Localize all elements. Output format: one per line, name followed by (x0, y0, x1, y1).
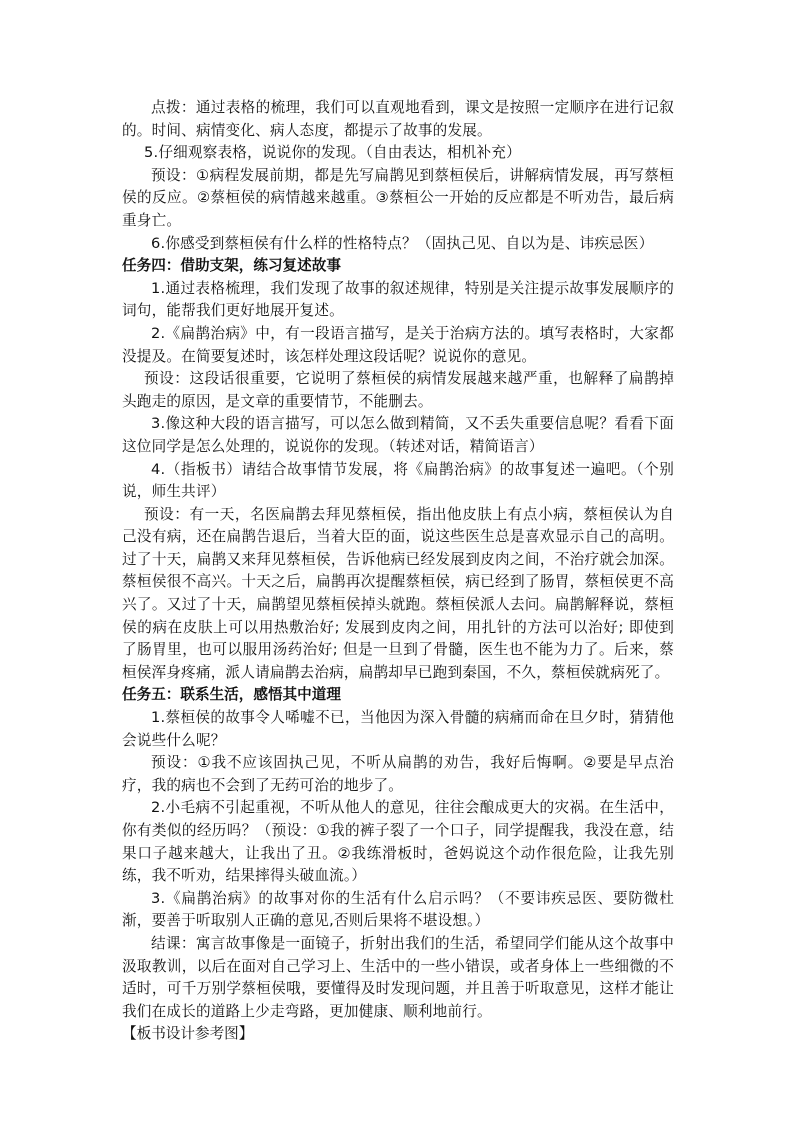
paragraph-task4-3: 3.像这种大段的语言描写，可以怎么做到精简，又不丢失重要信息呢？看看下面这位同学是怎么处理的，说说你的发现。（转述对话，精简语言） (122, 415, 674, 455)
paragraph-task5-2: 2.小毛病不引起重视，不听从他人的意见，往往会酿成更大的灾祸。在生活中，你有类似的经历吗？（预设：①我的裤子裂了一个口子，同学提醒我，我没在意，结果口子越来越大，让我出了丑。②我练滑板时，爸妈说这个动作很危险，让我先别练，我不听劝，结果摔得头破血流。） (122, 799, 674, 885)
paragraph-conclusion: 结课：寓言故事像是一面镜子，折射出我们的生活，希望同学们能从这个故事中汲取教训，以后在面对自己学习上、生活中的一些小错误，或者身体上一些细微的不适时，可千万别学蔡桓侯哦，要懂得及时发现问题，并且善于听取意见，这样才能让我们在成长的道路上少走弯路，更加健康、顺利地前行。 (122, 934, 674, 1020)
paragraph-task4-2: 2.《扁鹊治病》中，有一段语言描写，是关于治病方法的。填写表格时，大家都没提及。在简要复述时，该怎样处理这段话呢？说说你的意见。 (122, 324, 674, 365)
paragraph-task4-yushe-2: 预设：这段话很重要，它说明了蔡桓侯的病情发展越来越严重，也解释了扁鹊掉头跑走的原因，是文章的重要情节，不能删去。 (122, 370, 674, 410)
document-page (122, 97, 674, 1046)
paragraph-task5-3: 3.《扁鹊治病》的故事对你的生活有什么启示吗？（不要讳疾忌医、要防微杜渐，要善于听取别人正确的意见,否则后果将不堪设想。） (122, 889, 674, 930)
paragraph-task5-yushe-1: 预设：①我不应该固执己见，不听从扁鹊的劝告，我好后悔啊。②要是早点治疗，我的病也不会到了无药可治的地步了。 (122, 754, 674, 794)
paragraph-task5-1: 1.蔡桓侯的故事令人唏嘘不已，当他因为深入骨髓的病痛而命在旦夕时，猜猜他会说些什么呢？ (122, 709, 674, 749)
heading-task-4: 任务四：借助支架，练习复述故事 (122, 257, 341, 275)
paragraph-task4-yushe-retell: 预设：有一天，名医扁鹊去拜见蔡桓侯，指出他皮肤上有点小病，蔡桓侯认为自己没有病，还在扁鹊告退后，当着大臣的面，说这些医生总是喜欢显示自己的高明。过了十天，扁鹊又来拜见蔡桓侯，告诉他病已经发展到皮肉之间，不治疗就会加深。蔡桓侯很不高兴。十天之后，扁鹊再次提醒蔡桓侯，病已经到了肠胃，蔡桓侯更不高兴了。又过了十天，扁鹊望见蔡桓侯掉头就跑。蔡桓侯派人去问。扁鹊解释说，蔡桓侯的病在皮肤上可以用热敷治好; 发展到皮肉之间，用扎针的方法可以治好; 即使到了肠胃里，也可以服用汤药治好; 但是一旦到了骨髓，医生也不能为力了。后来，蔡桓侯浑身疼痛，派人请扁鹊去治病，扁鹊却早已跑到秦国，不久，蔡桓侯就病死了。 (122, 505, 674, 681)
paragraph-question-5: 5.仔细观察表格，说说你的发现。（自由表达，相机补充） (144, 144, 521, 162)
paragraph-dianbo: 点拨：通过表格的梳理，我们可以直观地看到，课文是按照一定顺序在进行记叙的。时间、病情变化、病人态度，都提示了故事的发展。 (122, 99, 674, 139)
heading-task-5: 任务五：联系生活，感悟其中道理 (122, 686, 341, 704)
paragraph-question-6: 6.你感受到蔡桓侯有什么样的性格特点？（固执己见、自以为是、讳疾忌医） (151, 234, 654, 252)
paragraph-yushe-5: 预设：①病程发展前期，都是先写扁鹊见到蔡桓侯后，讲解病情发展，再写蔡桓侯的反应。②蔡桓侯的病情越来越重。③蔡桓公一开始的反应都是不听劝告，最后病重身亡。 (122, 166, 674, 229)
paragraph-task4-4: 4.（指板书）请结合故事情节发展，将《扁鹊治病》的故事复述一遍吧。（个别说，师生共评） (122, 460, 674, 501)
board-design-label: 【板书设计参考图】 (122, 1025, 254, 1043)
paragraph-task4-1: 1.通过表格梳理，我们发现了故事的叙述规律，特别是关注提示故事发展顺序的词句，能帮我们更好地展开复述。 (122, 279, 674, 320)
